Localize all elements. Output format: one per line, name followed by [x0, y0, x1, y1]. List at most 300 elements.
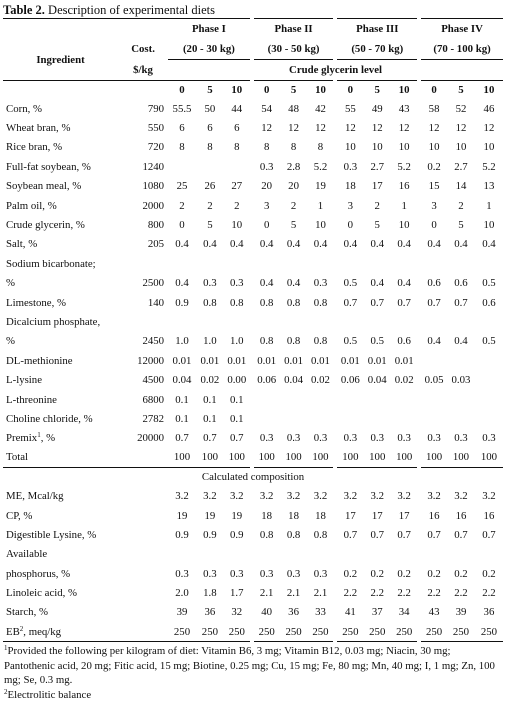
table-row [3, 545, 503, 564]
value-cell: 0.4 [252, 235, 280, 254]
value-cell: 0.3 [482, 432, 496, 445]
row-label [3, 138, 118, 157]
value-cell: 10 [398, 141, 410, 154]
value-cell: 0.9 [175, 296, 189, 309]
cost-header-line1: Cost. [131, 43, 155, 56]
table-row [3, 99, 503, 118]
value-cell: 0.4 [419, 235, 447, 254]
cost-cell [118, 448, 168, 467]
diet-table [3, 18, 503, 642]
value-cell: 3.2 [454, 490, 468, 503]
value-cell: 0.01 [200, 354, 220, 367]
value-cell: 5.2 [397, 160, 411, 173]
row-label [3, 215, 118, 234]
value-cell: 12 [288, 122, 299, 135]
table-row [3, 351, 503, 370]
cost-cell [118, 603, 168, 622]
value-cell: 8 [207, 141, 213, 154]
value-cell: 0.00 [227, 374, 247, 387]
value-cell [196, 254, 224, 273]
value-cell: 1 [486, 199, 492, 212]
value-cell [168, 545, 196, 564]
value-cell: 100 [335, 448, 363, 467]
row-label [3, 564, 118, 583]
value-cell: 16 [419, 506, 447, 525]
value-cell [475, 370, 503, 389]
table-row [3, 274, 503, 293]
value-cell: 250 [391, 622, 419, 641]
value-cell: 0.04 [367, 374, 387, 387]
value-cell [252, 312, 280, 331]
value-cell [335, 390, 363, 409]
value-cell: 0.8 [286, 296, 301, 309]
value-cell: 100 [173, 451, 191, 464]
cost-cell: 790 [147, 102, 165, 115]
row-label-text: Palm oil, % [6, 199, 57, 212]
glycerin-level-6: 0 [335, 81, 363, 100]
value-cell: 100 [201, 451, 218, 464]
value-cell: 0.3 [313, 567, 328, 580]
value-cell: 10 [483, 141, 495, 154]
value-cell: 0.01 [335, 351, 363, 370]
value-cell: 3.2 [482, 490, 496, 503]
value-cell [363, 390, 391, 409]
table-row [3, 118, 503, 137]
value-cell: 2.1 [252, 583, 280, 602]
value-cell: 3.2 [175, 490, 189, 503]
value-cell: 2.1 [313, 587, 328, 600]
value-cell: 0.06 [335, 370, 363, 389]
value-cell: 0.3 [252, 429, 280, 448]
value-cell [252, 390, 280, 409]
value-cell: 20 [288, 180, 299, 193]
glycerin-level-8: 10 [391, 81, 419, 100]
value-cell: 0.7 [370, 528, 384, 541]
value-cell: 2.2 [370, 587, 384, 600]
value-cell: 0.01 [367, 354, 387, 367]
value-cell: 100 [369, 451, 386, 464]
value-cell: 5 [458, 219, 464, 232]
cost-cell: 6800 [142, 393, 165, 406]
table-row [3, 486, 503, 505]
value-cell: 0.4 [419, 332, 447, 351]
cost-cell: 205 [147, 238, 165, 251]
table-number: Table 2. [3, 3, 45, 17]
value-cell: 8 [317, 141, 324, 154]
value-cell [475, 351, 503, 370]
value-cell: 100 [285, 451, 302, 464]
row-label-text: Crude glycerin, % [6, 219, 85, 232]
value-cell: 0.5 [482, 277, 496, 290]
cost-cell [118, 564, 168, 583]
value-cell: 42 [315, 102, 326, 115]
value-cell [224, 157, 252, 176]
value-cell: 10 [419, 138, 447, 157]
glycerin-level-1: 5 [196, 81, 224, 100]
glycerin-level-4: 5 [280, 81, 308, 100]
ingredient-rows [3, 99, 503, 467]
footnote-marker: 1 [37, 431, 41, 440]
row-label [3, 486, 118, 505]
row-label-text: Available [6, 548, 48, 561]
value-cell: 48 [288, 102, 299, 115]
value-cell: 0.1 [230, 412, 244, 425]
table-header [3, 19, 503, 100]
value-cell [280, 254, 308, 273]
value-cell [252, 545, 280, 564]
phase-1-range: (20 - 30 kg) [168, 39, 252, 60]
value-cell: 3 [419, 196, 447, 215]
value-cell: 0.3 [286, 567, 301, 580]
value-cell: 0 [252, 215, 280, 234]
value-cell: 0.5 [482, 335, 496, 348]
value-cell: 0.1 [230, 393, 244, 406]
row-label-tail: , meq/kg [23, 625, 62, 638]
value-cell: 27 [231, 180, 243, 193]
value-cell [419, 545, 447, 564]
value-cell [391, 545, 419, 564]
value-cell: 0.4 [335, 235, 363, 254]
document [3, 0, 503, 702]
value-cell: 39 [176, 606, 188, 619]
value-cell: 17 [371, 180, 383, 193]
glycerin-level-2: 10 [224, 81, 252, 100]
value-cell: 0.4 [252, 274, 280, 293]
value-cell: 6 [234, 122, 240, 135]
value-cell: 17 [335, 506, 363, 525]
table-row [3, 583, 503, 602]
value-cell: 1 [317, 199, 324, 212]
row-label [3, 177, 118, 196]
row-label-text: phosphorus, % [6, 567, 71, 580]
value-cell: 3.2 [313, 490, 328, 503]
value-cell [447, 351, 475, 370]
cost-cell: 20000 [137, 432, 165, 445]
value-cell [224, 545, 252, 564]
value-cell: 8 [234, 141, 240, 154]
row-label [3, 622, 118, 641]
value-cell: 0 [179, 219, 185, 232]
value-cell: 3 [252, 196, 280, 215]
value-cell: 1.0 [175, 335, 189, 348]
value-cell [196, 312, 224, 331]
value-cell: 0.9 [203, 528, 217, 541]
value-cell: 0.6 [397, 335, 411, 348]
row-label-text: ME, Mcal/kg [6, 490, 64, 503]
value-cell: 0.6 [482, 296, 496, 309]
value-cell: 40 [252, 603, 280, 622]
value-cell: 6 [207, 122, 213, 135]
footnote-1-text: Provided the following per kilogram of diet: Vitamin B6, 3 mg; Vitamin B12, 0.03 mg; Niacin, 30 mg; Pantothenic acid, 20 mg; Fitic acid, 15 mg; Biotine, 0.25 mg; Cu, 15 mg; Fe, 80 mg; Mn, 40 mg; I, 1 mg; Zn, 100 mg; Se, 0.3 mg. [4, 645, 495, 687]
row-label-text: DL-methionine [6, 354, 73, 367]
row-label [3, 583, 118, 602]
value-cell: 0.01 [227, 354, 247, 367]
footnote-marker: 2 [19, 624, 24, 633]
value-cell: 0.3 [203, 567, 217, 580]
value-cell: 0.3 [252, 564, 280, 583]
value-cell: 16 [483, 509, 495, 522]
row-label [3, 351, 118, 370]
value-cell: 2.2 [335, 583, 363, 602]
table-row [3, 429, 503, 448]
value-cell: 0.3 [397, 432, 411, 445]
cost-cell [118, 254, 168, 273]
glycerin-level-10: 5 [447, 81, 475, 100]
row-label [3, 157, 118, 176]
value-cell: 0.8 [252, 293, 280, 312]
value-cell: 36 [288, 606, 299, 619]
table-row [3, 409, 503, 428]
glycerin-level-9: 0 [419, 81, 447, 100]
cost-cell: 4500 [142, 374, 165, 387]
cost-cell: 2500 [142, 277, 165, 290]
value-cell: 0.7 [454, 296, 468, 309]
value-cell [391, 312, 419, 331]
value-cell: 0.1 [203, 412, 217, 425]
value-cell: 0.7 [335, 525, 363, 544]
value-cell [475, 390, 503, 409]
row-label [3, 274, 118, 293]
value-cell [308, 390, 336, 409]
value-cell [168, 157, 196, 176]
phase-2-range: (30 - 50 kg) [252, 39, 336, 60]
value-cell: 1.0 [203, 335, 217, 348]
value-cell: 5 [374, 219, 380, 232]
row-label [3, 99, 118, 118]
value-cell: 0.4 [370, 238, 384, 251]
value-cell: 19 [315, 180, 326, 193]
value-cell [363, 545, 391, 564]
value-cell: 250 [419, 622, 447, 641]
value-cell: 0.3 [230, 277, 244, 290]
value-cell: 18 [252, 506, 280, 525]
row-label [3, 293, 118, 312]
row-label-text: CP, % [6, 509, 33, 522]
cost-cell: 1240 [142, 160, 165, 173]
value-cell [280, 545, 308, 564]
value-cell: 0.01 [394, 354, 414, 367]
value-cell [308, 545, 336, 564]
value-cell: 2.1 [286, 587, 301, 600]
table-row [3, 138, 503, 157]
value-cell: 8 [179, 141, 185, 154]
value-cell: 18 [315, 509, 326, 522]
value-cell [196, 157, 224, 176]
row-label-text: % [6, 277, 15, 290]
value-cell: 0.7 [370, 296, 384, 309]
glycerin-level-11: 10 [475, 81, 503, 100]
crude-glycerin-level-header: Crude glycerin level [168, 60, 503, 81]
value-cell: 0.5 [335, 332, 363, 351]
value-cell: 12 [419, 118, 447, 137]
value-cell [419, 351, 447, 370]
value-cell: 1.8 [203, 587, 217, 600]
value-cell: 0.7 [175, 432, 189, 445]
value-cell: 250 [280, 622, 308, 641]
value-cell: 3 [335, 196, 363, 215]
value-cell: 18 [335, 177, 363, 196]
value-cell: 250 [252, 622, 280, 641]
value-cell: 0.7 [454, 528, 468, 541]
cost-cell [118, 312, 168, 331]
value-cell: 0.03 [451, 374, 471, 387]
value-cell [447, 390, 475, 409]
row-label-text: Starch, % [6, 606, 48, 619]
value-cell: 0.3 [313, 277, 328, 290]
value-cell: 0.4 [454, 238, 468, 251]
value-cell: 2 [234, 199, 240, 212]
value-cell: 0.4 [454, 335, 468, 348]
value-cell [308, 254, 336, 273]
value-cell: 0.02 [200, 374, 220, 387]
glycerin-level-5: 10 [308, 81, 336, 100]
value-cell: 250 [475, 622, 503, 641]
value-cell: 32 [231, 606, 243, 619]
value-cell: 20 [252, 177, 280, 196]
row-label-text: Premix [6, 432, 38, 445]
footnote-2 [4, 688, 502, 702]
value-cell: 0.8 [313, 528, 328, 541]
phase-3-range: (50 - 70 kg) [335, 39, 419, 60]
value-cell: 0.2 [454, 567, 468, 580]
row-label-text: L-lysine [6, 374, 42, 387]
value-cell: 0.7 [335, 293, 363, 312]
value-cell: 34 [398, 606, 410, 619]
value-cell [419, 390, 447, 409]
row-label-text: Soybean meal, % [6, 180, 82, 193]
value-cell: 36 [204, 606, 216, 619]
value-cell: 0.4 [370, 277, 384, 290]
value-cell [308, 312, 336, 331]
value-cell: 8 [252, 138, 280, 157]
value-cell [419, 254, 447, 273]
value-cell: 5.2 [482, 160, 496, 173]
phase-3-name: Phase III [335, 19, 419, 40]
value-cell: 250 [447, 622, 475, 641]
calculated-section [3, 467, 503, 486]
value-cell: 0.1 [175, 412, 189, 425]
row-label [3, 409, 118, 428]
value-cell: 2 [179, 199, 185, 212]
value-cell [224, 254, 252, 273]
value-cell: 10 [398, 219, 410, 232]
cost-cell [118, 583, 168, 602]
value-cell: 0.3 [313, 432, 328, 445]
value-cell: 39 [455, 606, 467, 619]
row-label [3, 448, 118, 467]
value-cell: 10 [231, 219, 243, 232]
row-label-text: Corn, % [6, 102, 42, 115]
value-cell: 16 [455, 509, 467, 522]
phase-2-name: Phase II [252, 19, 336, 40]
value-cell: 15 [419, 177, 447, 196]
value-cell: 2.2 [482, 587, 496, 600]
value-cell [447, 545, 475, 564]
value-cell: 0.8 [230, 296, 244, 309]
value-cell: 0.7 [203, 432, 217, 445]
value-cell: 36 [483, 606, 495, 619]
value-cell [363, 254, 391, 273]
value-cell: 12 [371, 122, 383, 135]
value-cell [252, 409, 280, 428]
value-cell: 0.4 [482, 238, 496, 251]
footnote-2-text: Electrolitic balance [7, 688, 92, 701]
phase-4-name: Phase IV [419, 19, 503, 40]
row-label [3, 196, 118, 215]
row-label [3, 390, 118, 409]
row-label-text: Limestone, % [6, 296, 66, 309]
value-cell: 0.1 [203, 393, 217, 406]
value-cell: 37 [371, 606, 383, 619]
value-cell: 0.7 [397, 528, 411, 541]
value-cell: 5 [290, 219, 297, 232]
value-cell: 100 [228, 451, 245, 464]
value-cell: 43 [419, 603, 447, 622]
value-cell: 2.7 [370, 160, 384, 173]
value-cell: 0.3 [230, 567, 244, 580]
value-cell: 19 [204, 509, 216, 522]
value-cell: 14 [455, 180, 467, 193]
value-cell: 0.7 [419, 293, 447, 312]
cost-cell [118, 622, 168, 641]
value-cell: 46 [483, 102, 495, 115]
ingredient-header: Ingredient [36, 53, 85, 66]
value-cell: 8 [290, 141, 297, 154]
value-cell [252, 254, 280, 273]
value-cell: 100 [396, 451, 413, 464]
value-cell: 0.8 [286, 528, 301, 541]
cost-cell: 140 [147, 296, 165, 309]
value-cell: 12 [252, 118, 280, 137]
table-row [3, 564, 503, 583]
value-cell: 0.7 [230, 432, 244, 445]
cost-cell [118, 486, 168, 505]
table-row [3, 390, 503, 409]
value-cell [196, 545, 224, 564]
value-cell: 0.5 [370, 335, 384, 348]
footnotes [3, 644, 502, 702]
cost-cell: 1080 [142, 180, 165, 193]
value-cell: 100 [312, 451, 329, 464]
value-cell: 0.7 [397, 296, 411, 309]
value-cell: 19 [231, 509, 243, 522]
value-cell: 10 [335, 138, 363, 157]
value-cell [280, 409, 308, 428]
value-cell: 0.2 [335, 564, 363, 583]
value-cell: 26 [204, 180, 216, 193]
value-cell: 0.7 [419, 525, 447, 544]
value-cell [391, 390, 419, 409]
row-label-text: Digestible Lysine, % [6, 528, 97, 541]
row-label [3, 118, 118, 137]
value-cell: 0.8 [252, 332, 280, 351]
value-cell [475, 545, 503, 564]
value-cell: 58 [419, 99, 447, 118]
calculated-composition-heading: Calculated composition [3, 467, 503, 486]
value-cell: 3.2 [203, 490, 217, 503]
table-row [3, 312, 503, 331]
table-row [3, 293, 503, 312]
table-row [3, 332, 503, 351]
table-row [3, 622, 503, 641]
value-cell: 0.2 [419, 564, 447, 583]
value-cell [280, 312, 308, 331]
glycerin-level-7: 5 [363, 81, 391, 100]
row-label-text: Rice bran, % [6, 141, 63, 154]
value-cell [335, 254, 363, 273]
value-cell: 0.01 [311, 354, 330, 367]
calculated-rows [3, 486, 503, 641]
